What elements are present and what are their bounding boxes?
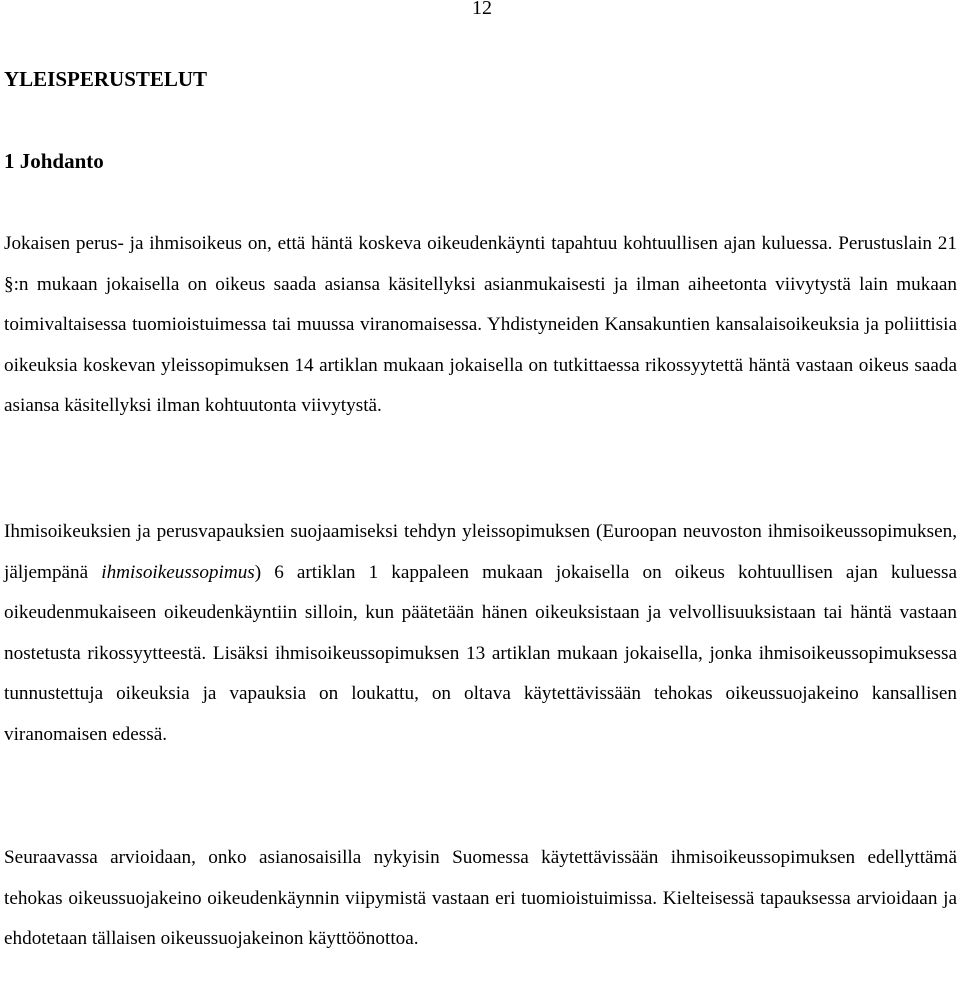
- paragraph-2: [4, 512, 957, 756]
- section-heading: 1 Johdanto: [4, 149, 104, 173]
- paragraph-2-italic-term: ihmisoikeussopimus: [101, 561, 255, 583]
- page-number: 12: [472, 0, 492, 19]
- main-heading: YLEISPERUSTELUT: [4, 67, 208, 91]
- paragraph-2-text-after: ) 6 artiklan 1 kappaleen mukaan jokaisella on oikeus kohtuullisen ajan kuluessa oikeudenmukaiseen oikeudenkäyntiin silloin, kun päätetään hänen oikeuksistaan ja velvollisuuksistaan tai häntä vastaan nostetusta rikossyytteestä. Lisäksi ihmisoikeussopimuksen 13 artiklan mukaan jokaisella, jonka ihmisoikeussopimuksessa tunnustettuja oikeuksia ja vapauksia on loukattu, on oltava käytettävissään tehokas oikeussuojakeino kansallisen viranomaisen edessä.: [4, 561, 957, 745]
- paragraph-1: Jokaisen perus- ja ihmisoikeus on, että häntä koskeva oikeudenkäynti tapahtuu kohtuullisen ajan kuluessa. Perustuslain 21 §:n mukaan jokaisella on oikeus saada asiansa käsitellyksi asianmukaisesti ja ilman aiheetonta viivytystä lain mukaan toimivaltaisessa tuomioistuimessa tai muussa viranomaisessa. Yhdistyneiden Kansakuntien kansalaisoikeuksia ja poliittisia oikeuksia koskevan yleissopimuksen 14 artiklan mukaan jokaisella on tutkittaessa rikossyytettä häntä vastaan oikeus saada asiansa käsitellyksi ilman kohtuutonta viivytystä.: [4, 233, 957, 417]
- paragraph-3: Seuraavassa arvioidaan, onko asianosaisilla nykyisin Suomessa käytettävissään ihmisoikeussopimuksen edellyttämä tehokas oikeussuojakeino oikeudenkäynnin viipymistä vastaan eri tuomioistuimissa. Kielteisessä tapauksessa arvioidaan ja ehdotetaan tällaisen oikeussuojakeinon käyttöönottoa.: [4, 847, 957, 950]
- paragraph-2-text-before: Ihmisoikeuksien ja perusvapauksien suojaamiseksi tehdyn yleissopimuksen (Euroopan neuvoston ihmisoikeussopimuksen, jäljempänä: [4, 521, 957, 583]
